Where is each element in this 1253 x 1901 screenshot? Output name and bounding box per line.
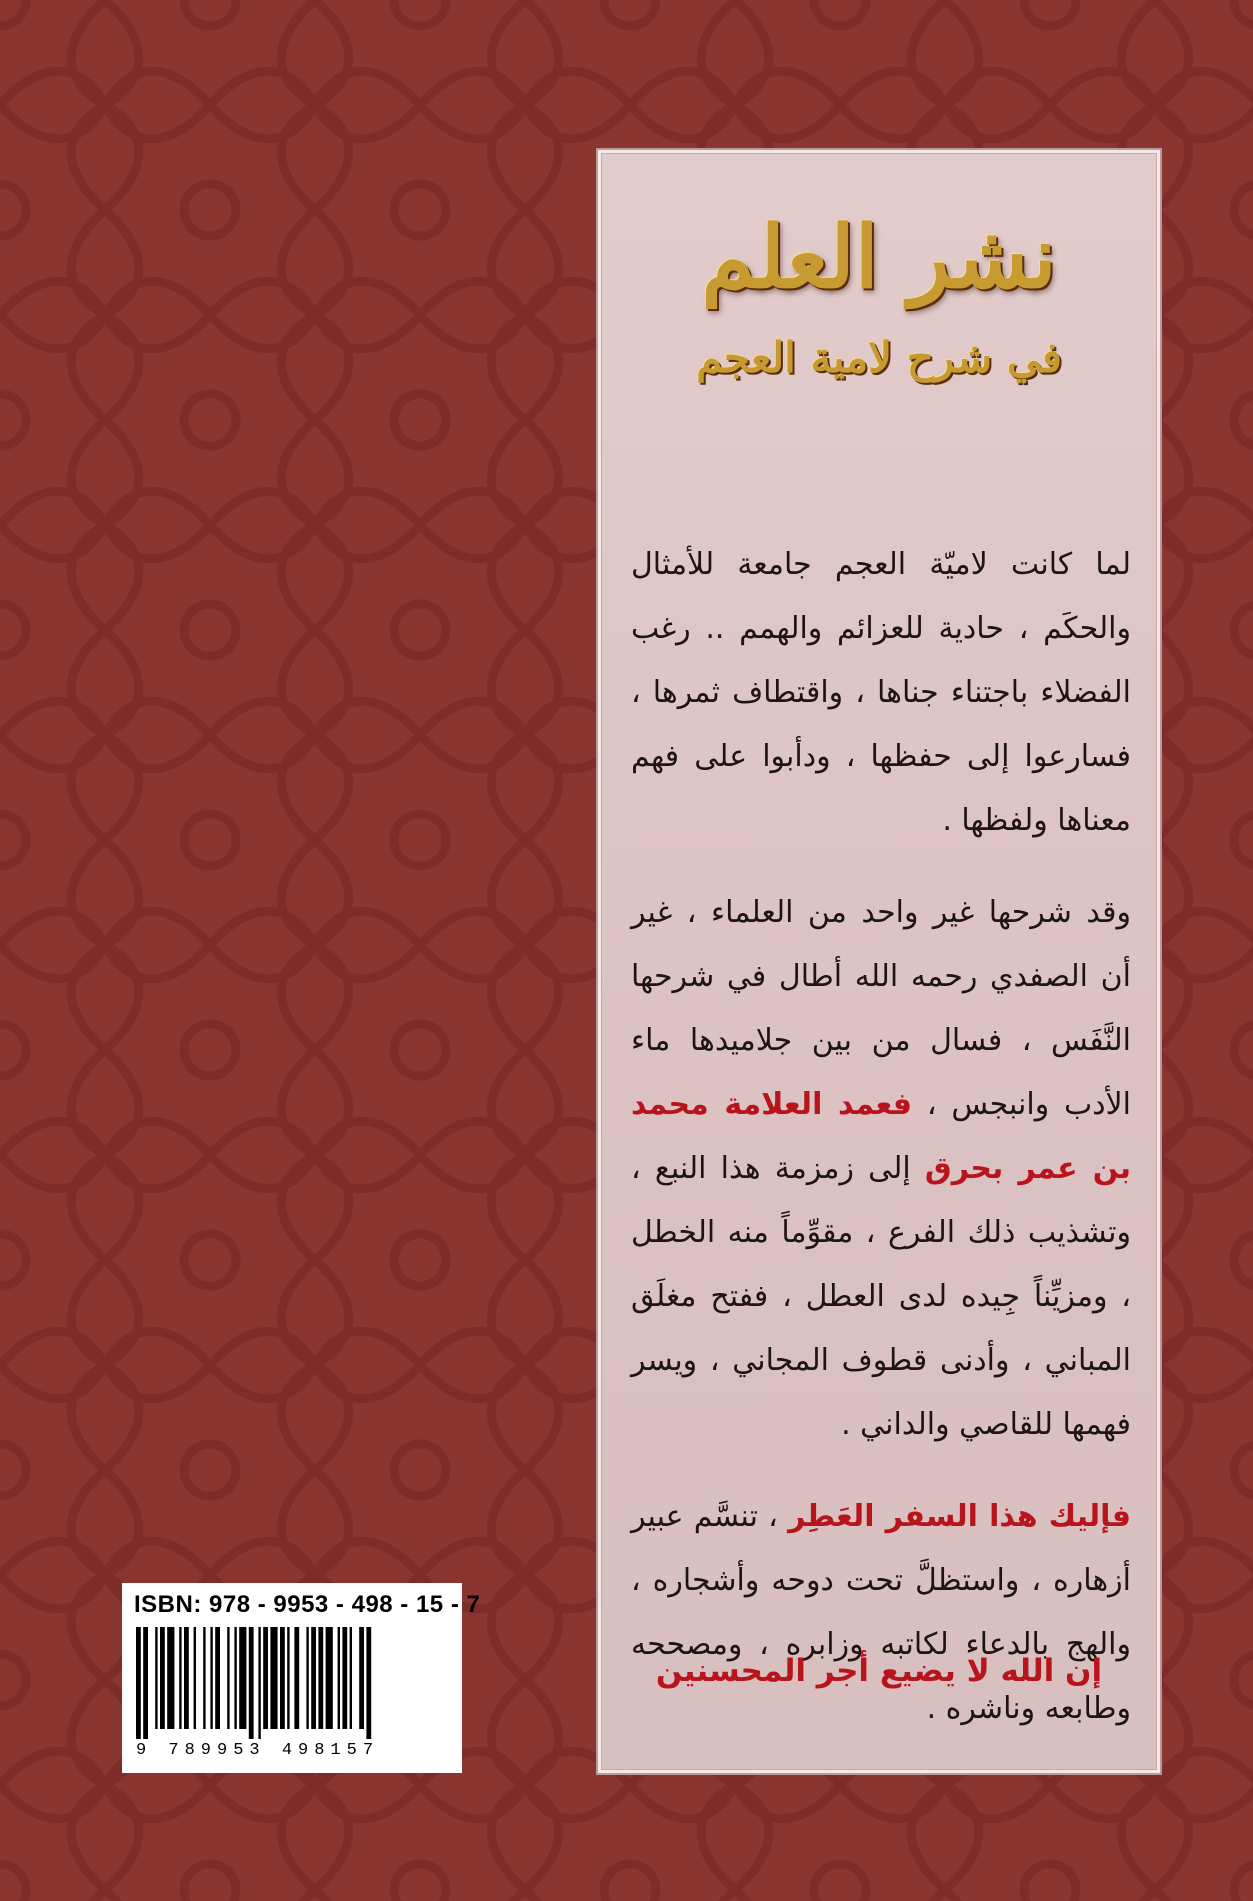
barcode-bar	[167, 1627, 174, 1729]
barcode-bar	[306, 1627, 308, 1729]
barcode-digits: 9 789953 498157	[136, 1741, 380, 1760]
isbn-barcode-box	[122, 1583, 481, 1773]
blurb-paragraph-1: لما كانت لاميّة العجم جامعة للأمثال والحكَم ، حادية للعزائم والهمم .. رغب الفضلاء باجتناء جناها ، واقتطاف ثمرها ، فسارعوا إلى حفظها ، ودأبوا على فهم معناها ولفظها .	[631, 547, 1131, 838]
barcode-bar	[359, 1627, 364, 1729]
barcode-bar	[234, 1627, 236, 1729]
barcode-bar	[210, 1627, 212, 1729]
back-cover-text-panel	[598, 150, 1160, 1773]
barcode-bar	[311, 1627, 316, 1729]
barcode-bar	[258, 1627, 260, 1739]
barcode-bar	[155, 1627, 157, 1729]
blurb-paragraph-3-end: ، تنسَّم عبير أزهاره ، واستظلَّ تحت دوحه وأشجاره ، والهج بالدعاء لكاتبه وزابره ، ومصححه وطابعه وناشره .	[631, 1499, 1131, 1726]
isbn-label: ISBN: 978 - 9953 - 498 - 15 - 7	[134, 1591, 481, 1618]
barcode-bars	[134, 1627, 450, 1739]
book-highlight: فإليك هذا السفر العَطِر	[788, 1499, 1132, 1534]
barcode-bar	[184, 1627, 189, 1729]
barcode-bar	[342, 1627, 347, 1729]
barcode-bar	[318, 1627, 323, 1729]
barcode-bar	[194, 1627, 196, 1729]
barcode-bar	[179, 1627, 181, 1729]
barcode-bar	[263, 1627, 268, 1729]
author-highlight: فعمد العلامة محمد بن عمر بحرق	[631, 1087, 1131, 1186]
barcode-bar	[136, 1627, 141, 1739]
book-title: نشر العلم	[701, 207, 1057, 308]
barcode-bar	[270, 1627, 277, 1729]
blurb-paragraph-2	[631, 881, 1131, 1457]
barcode-bar	[143, 1627, 148, 1739]
barcode-bar	[227, 1627, 229, 1729]
blurb-paragraph-2-end: إلى زمزمة هذا النبع ، وتشذيب ذلك الفرع ، مقوِّماً منه الخطل ، ومزيِّناً جِيده لدى العطل ، ففتح مغلَق المباني ، وأدنى قطوف المجاني ، ويسر فهمها للقاصي والداني .	[631, 1151, 1131, 1442]
book-subtitle: في شرح لامية العجم	[696, 333, 1062, 382]
blurb-text	[631, 533, 1131, 1769]
barcode-bar	[280, 1627, 285, 1729]
barcode-bar	[366, 1627, 371, 1739]
barcode-bar	[215, 1627, 220, 1729]
barcode-bar	[287, 1627, 289, 1729]
barcode-bar	[338, 1627, 340, 1729]
barcode-bar	[249, 1627, 254, 1739]
title-block	[601, 193, 1157, 393]
barcode-bar	[239, 1627, 246, 1729]
blurb-paragraph-3	[631, 1485, 1131, 1741]
barcode-bar	[160, 1627, 165, 1729]
barcode-bar	[326, 1627, 333, 1729]
blurb-paragraph-2-start: وقد شرحها غير واحد من العلماء ، غير أن الصفدي رحمه الله أطال في شرحها النَّفَس ، فسال من بين جلاميدها ماء الأدب وانبجس ،	[631, 895, 1132, 1122]
barcode-bar	[294, 1627, 299, 1729]
barcode-bar	[203, 1627, 205, 1729]
closing-verse: إن الله لا يضيع أجر المحسنين	[655, 1653, 1103, 1689]
barcode-bar	[350, 1627, 352, 1729]
